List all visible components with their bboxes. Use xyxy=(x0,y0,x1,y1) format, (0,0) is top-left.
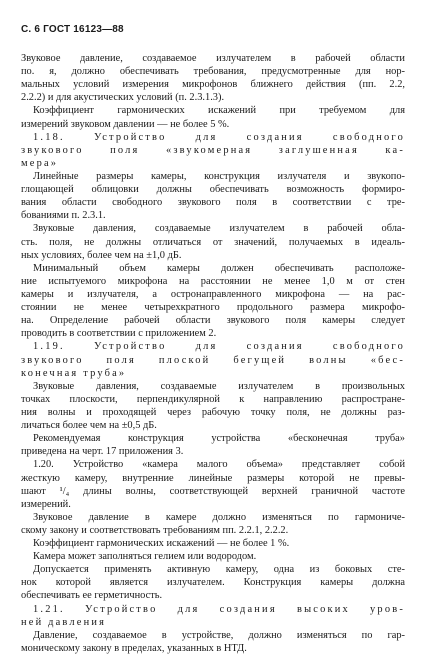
text-line: Звуковые давления, создаваемые излучателем в произвольных xyxy=(33,380,405,392)
text-line: обеспечивать ее герметичность. xyxy=(21,590,163,602)
section-heading: звукового поля плоской бегущей волны «бес- xyxy=(21,354,405,366)
text-line: Коэффициент гармонических искажений — не более 1 %. xyxy=(33,538,290,550)
text-line: стоянии не менее четырехкратного продольного размера микрофо- xyxy=(21,302,405,314)
section-heading: 1.21. Устройство для создания высоких уров- xyxy=(33,603,405,615)
text-line: бованиями п. 2.3.1. xyxy=(21,210,106,222)
text-line: Линейные размеры камеры, конструкция излучателя и звукопо- xyxy=(33,170,405,182)
text-line: глощающей облицовки должны обеспечивать возможность формиро- xyxy=(21,184,405,196)
text-line: шают ¹/₄ длины волны, соответствующей верхней граничной частоте xyxy=(21,485,405,497)
text-line: вания области свободного звукового поля в соответствии с тре- xyxy=(21,197,405,209)
text-line: Допускается применять активную камеру, одна из боковых сте- xyxy=(33,564,405,576)
section-heading: 1.18. Устройство для создания свободного xyxy=(33,131,405,143)
section-heading: 1.19. Устройство для создания свободного xyxy=(33,341,405,353)
text-line: Коэффициент гармонических искажений при требуемом для xyxy=(33,105,405,117)
text-line: Звуковые давления, создаваемые излучателем в рабочей обла- xyxy=(33,223,405,235)
text-line: скому закону и соответствовать требованиям пп. 2.2.1, 2.2.2. xyxy=(21,524,289,536)
document-body xyxy=(21,52,405,655)
text-line: Звуковое давление в камере должно изменяться по гармониче- xyxy=(33,511,405,523)
section-heading: конечная труба» xyxy=(21,367,127,379)
page-header: С. 6 ГОСТ 16123—88 xyxy=(21,24,124,35)
text-line: личаться более чем на ±0,5 дБ. xyxy=(21,420,157,432)
text-line: Минимальный объем камеры должен обеспечивать расположе- xyxy=(33,262,405,274)
text-line: Звуковое давление, создаваемое излучателем в рабочей области xyxy=(21,53,405,64)
text-line: Камера может заполняться гелием или водородом. xyxy=(33,551,257,563)
text-line: Рекомендуемая конструкция устройства «бесконечная труба» xyxy=(33,433,405,445)
text-line: 1.20. Устройство «камера малого объема» представляет собой xyxy=(33,459,405,471)
text-line: мальных условий измерения микрофонов ближнего действия (пп. 2.2, xyxy=(21,79,405,91)
text-line: приведена на черт. 17 приложения 3. xyxy=(21,446,184,458)
text-line: ния волны и проходящей через рабочую точку поля, не должны раз- xyxy=(21,406,405,418)
text-line: измерений звуковом давлении — не более 5 %. xyxy=(21,118,230,130)
text-line: проводить в соответствии с приложением 2. xyxy=(21,328,217,340)
text-line: ние испытуемого микрофона на расстоянии не менее 1,0 м от стен xyxy=(21,275,405,287)
text-line: сть. поля, не должны отличаться от значений, получаемых в идеаль- xyxy=(21,236,405,248)
section-heading: мера» xyxy=(21,157,59,169)
text-line: жесткую камеру, внутренние линейные размеры которой не превы- xyxy=(21,472,405,484)
text-line: измерений. xyxy=(21,498,71,510)
text-line: по. я, должно обеспечивать требования, предусмотренные для нор- xyxy=(21,66,405,78)
text-line: точках плоскости, перпендикулярной к направлению распростране- xyxy=(21,393,405,405)
text-line: нок которой является излучателем. Конструкция камеры должна xyxy=(21,577,405,589)
text-line: ных условиях, более чем на ±1,0 дБ. xyxy=(21,249,182,261)
text-line: камеры и излучателя, а остронаправленного микрофона — на рас- xyxy=(21,288,405,300)
text-line: моническому закону в пределах, указанных в НТД. xyxy=(21,642,247,654)
section-heading: ней давления xyxy=(21,616,107,628)
text-line: на. Определение рабочей области звукового поля камеры следует xyxy=(21,315,405,327)
text-line: Давление, создаваемое в устройстве, должно изменяться по гар- xyxy=(33,629,405,641)
section-heading: звукового поля «звукомерная заглушенная ка- xyxy=(21,144,405,156)
text-line: 2.2.2) и для акустических условий (п. 2.3.1.3). xyxy=(21,92,225,104)
